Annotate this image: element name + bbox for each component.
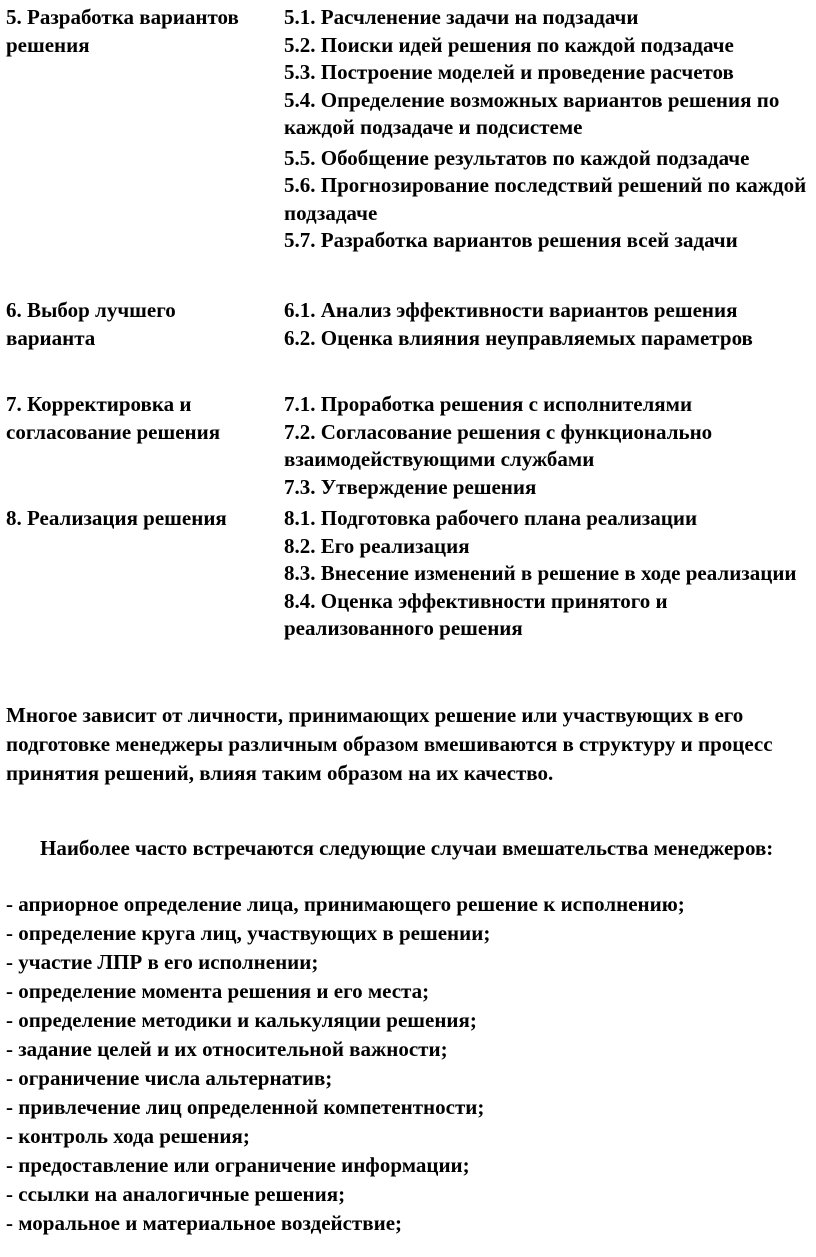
stage-title: 8. Реализация решения [6, 506, 227, 530]
step-item: 6.2. Оценка влияния неуправляемых параметров [284, 325, 753, 350]
paragraph-personality: Многое зависит от личности, принимающих решение или участвующих в его подготовке менеджеры различным образом вмешиваются в структуру и процесс принятия решений, влияя таким образом на их качество. [6, 703, 773, 785]
paragraph-intervention-intro: Наиболее часто встречаются следующие случаи вмешательства менеджеров: [40, 836, 774, 860]
step-item: 8.3. Внесение изменений в решение в ходе реализации [284, 561, 797, 585]
step-item: 6.1. Анализ эффективности вариантов решения [284, 298, 738, 322]
step-item: 5.7. Разработка вариантов решения всей задачи [284, 228, 738, 252]
intervention-list [6, 890, 812, 1238]
list-item: - ссылки на аналогичные решения; [6, 1182, 346, 1206]
list-item: - определение круга лиц, участвующих в решении; [6, 921, 491, 945]
stage-row-7 [6, 391, 814, 503]
list-item: - моральное и материальное воздействие; [6, 1211, 403, 1235]
list-item: - контроль хода решения; [6, 1124, 250, 1148]
list-item: - привлечение лиц определенной компетентности; [6, 1095, 485, 1119]
stage-row-6 [6, 297, 814, 391]
list-item: - предоставление или ограничение информации; [6, 1153, 470, 1177]
step-item: 5.3. Построение моделей и проведение расчетов [284, 60, 734, 84]
stage-steps [284, 4, 814, 255]
stage-steps [284, 297, 814, 352]
step-item: 5.6. Прогнозирование последствий решений по каждой подзадаче [284, 173, 807, 225]
stage-row-5 [6, 4, 814, 275]
step-item: 8.2. Его реализация [284, 533, 470, 558]
stage-title: 7. Корректировка и согласование решения [6, 392, 221, 444]
step-item: 5.4. Определение возможных вариантов решения по каждой подзадаче и подсистеме [284, 87, 780, 139]
step-item: 5.5. Обобщение результатов по каждой подзадаче [284, 145, 750, 170]
stage-title: 6. Выбор лучшего варианта [6, 298, 176, 350]
stage-steps [284, 505, 814, 643]
step-item: 5.1. Расчленение задачи на подзадачи [284, 5, 639, 29]
stages-table [6, 4, 814, 643]
stage-steps [284, 391, 814, 501]
list-item: - участие ЛПР в его исполнении; [6, 950, 319, 974]
list-item: - определение момента решения и его места; [6, 979, 430, 1003]
step-item: 8.4. Оценка эффективности принятого и реализованного решения [284, 588, 668, 640]
list-item: - ограничение числа альтернатив; [6, 1066, 333, 1090]
list-item: - определение методики и калькуляции решения; [6, 1008, 477, 1032]
list-item: - априорное определение лица, принимающего решение к исполнению; [6, 892, 685, 916]
step-item: 5.2. Поиски идей решения по каждой подзадаче [284, 32, 734, 57]
list-item: - задание целей и их относительной важности; [6, 1037, 448, 1061]
stage-row-8 [6, 505, 814, 643]
step-item: 7.1. Проработка решения с исполнителями [284, 392, 693, 416]
step-item: 7.2. Согласование решения с функционально взаимодействующими службами [284, 419, 713, 471]
step-item: 7.3. Утверждение решения [284, 474, 537, 499]
step-item: 8.1. Подготовка рабочего плана реализации [284, 506, 698, 530]
stage-title: 5. Разработка вариантов решения [6, 5, 239, 57]
